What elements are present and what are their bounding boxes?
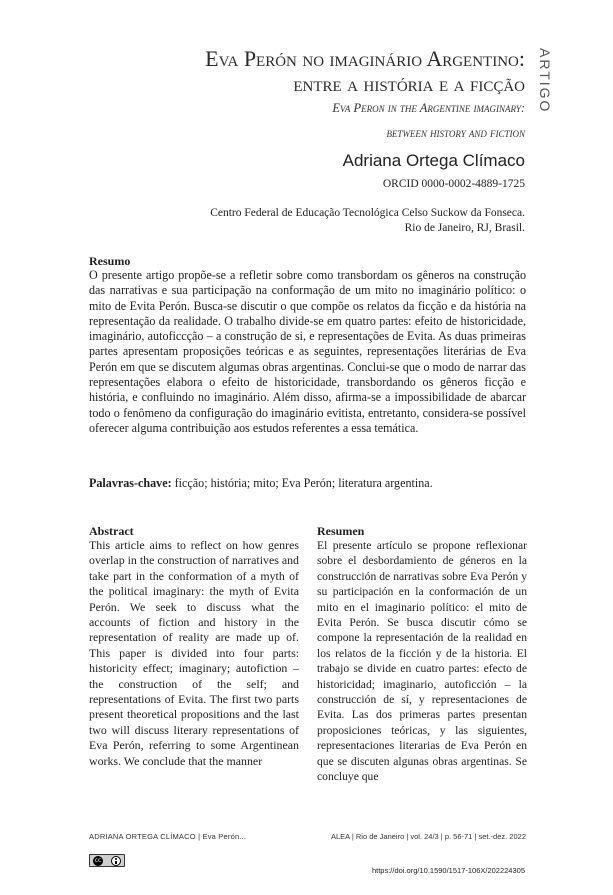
keywords-value: ficção; história; mito; Eva Perón; literatura argentina.	[174, 476, 433, 490]
resumo-heading: Resumo	[89, 254, 131, 268]
affiliation-line2: Rio de Janeiro, RJ, Brasil.	[404, 222, 525, 234]
cc-logo-icon: cc	[94, 857, 102, 864]
resumo-text: O presente artigo propõe-se a refletir sobre como transbordam os gêneros na construção das narrativas e sua participação na conformação de um mito no imaginário político: o mito de Evita Perón. Busca-se discutir o que compõe os relatos da ficção e da história na representação da realidade. O trabalho divide-se em quatro partes: efeito de historicidade, imaginário, autoficcção – a construção de si, e representações de Evita. As duas primeiras partes apresentam proposições teóricas e as seguintes, representações literárias de Eva Perón em que se discutem algumas obras argentinas. Conclui-se que o modo de narrar das representações elabora o efeito de historicidade, transbordando os gêneros ficção e história, e confluindo no imaginário. Além disso, afirma-se a impossibilidade de abarcar todo o fenômeno da configuração do imaginário evitista, entretanto, considera-se possível oferecer alguma contribuição aos estudos referentes a essa temática.	[89, 268, 526, 435]
footer-journal-info: ALEA | Rio de Janeiro | vol. 24/3 | p. 56-71 | set.-dez. 2022	[331, 832, 526, 841]
title-english-line1: Eva Peron in the Argentine imaginary:	[332, 101, 525, 115]
cc-license-icon[interactable]	[89, 854, 125, 867]
abstract-section	[89, 524, 299, 812]
keywords-label: Palavras-chave:	[89, 476, 172, 490]
resumen-section	[317, 524, 527, 812]
resumo-section	[89, 254, 526, 436]
resumen-text: El presente artículo se propone reflexionar sobre el desbordamiento de géneros en la construcción de narrativas sobre Eva Perón y su participación en la conformación de un mito en el imaginario político: el mito de Evita Perón. Se busca discutir cómo se compone la representación de la realidad en los relatos de la ficción y de la historia. El trabajo se divide en cuatro partes: efecto de historicidad; imaginario, autoficción – la construcción de sí, y representaciones de Evita. Las dos primeras partes presentan proposiciones teóricas, y las siguientes, representaciones literarias de Eva Perón en que se discuten algunas obras argentinas. Se concluye que	[317, 539, 527, 784]
abstract-heading: Abstract	[89, 524, 134, 538]
abstract-text: This article aims to reflect on how genres overlap in the construction of narratives and take part in the conformation of a myth of the political imaginary: the myth of Evita Perón. We seek to discuss what the accounts of fiction and history in the representation of reality are made up of. This paper is divided into four parts: historicity effect; imaginary; autofiction – the construction of the self; and representations of Evita. The first two parts present theoretical propositions and the last two will discuss literary representations of Eva Perón, referring to some Argentinean works. We conclude that the manner	[89, 538, 299, 768]
article-title	[105, 46, 525, 146]
attribution-icon	[111, 856, 121, 866]
title-portuguese-line2: entre a história e a ficção	[293, 71, 525, 96]
footer-running-head: ADRIANA ORTEGA CLÍMACO | Eva Perón...	[89, 832, 247, 841]
keywords	[89, 476, 526, 491]
title-portuguese-line1: Eva Perón no imaginário Argentino:	[205, 46, 525, 71]
resumen-heading: Resumen	[317, 524, 365, 538]
author-orcid[interactable]: ORCID 0000-0002-4889-1725	[382, 178, 525, 190]
affiliation	[210, 206, 525, 236]
section-label: ARTIGO	[537, 48, 553, 114]
doi-link[interactable]: https://doi.org/10.1590/1517-106X/202224305	[371, 866, 525, 875]
author-info	[343, 150, 525, 193]
affiliation-line1: Centro Federal de Educação Tecnológica Celso Suckow da Fonseca.	[210, 207, 525, 219]
title-english-line2: between history and fiction	[386, 126, 525, 140]
author-name: Adriana Ortega Clímaco	[342, 151, 525, 170]
